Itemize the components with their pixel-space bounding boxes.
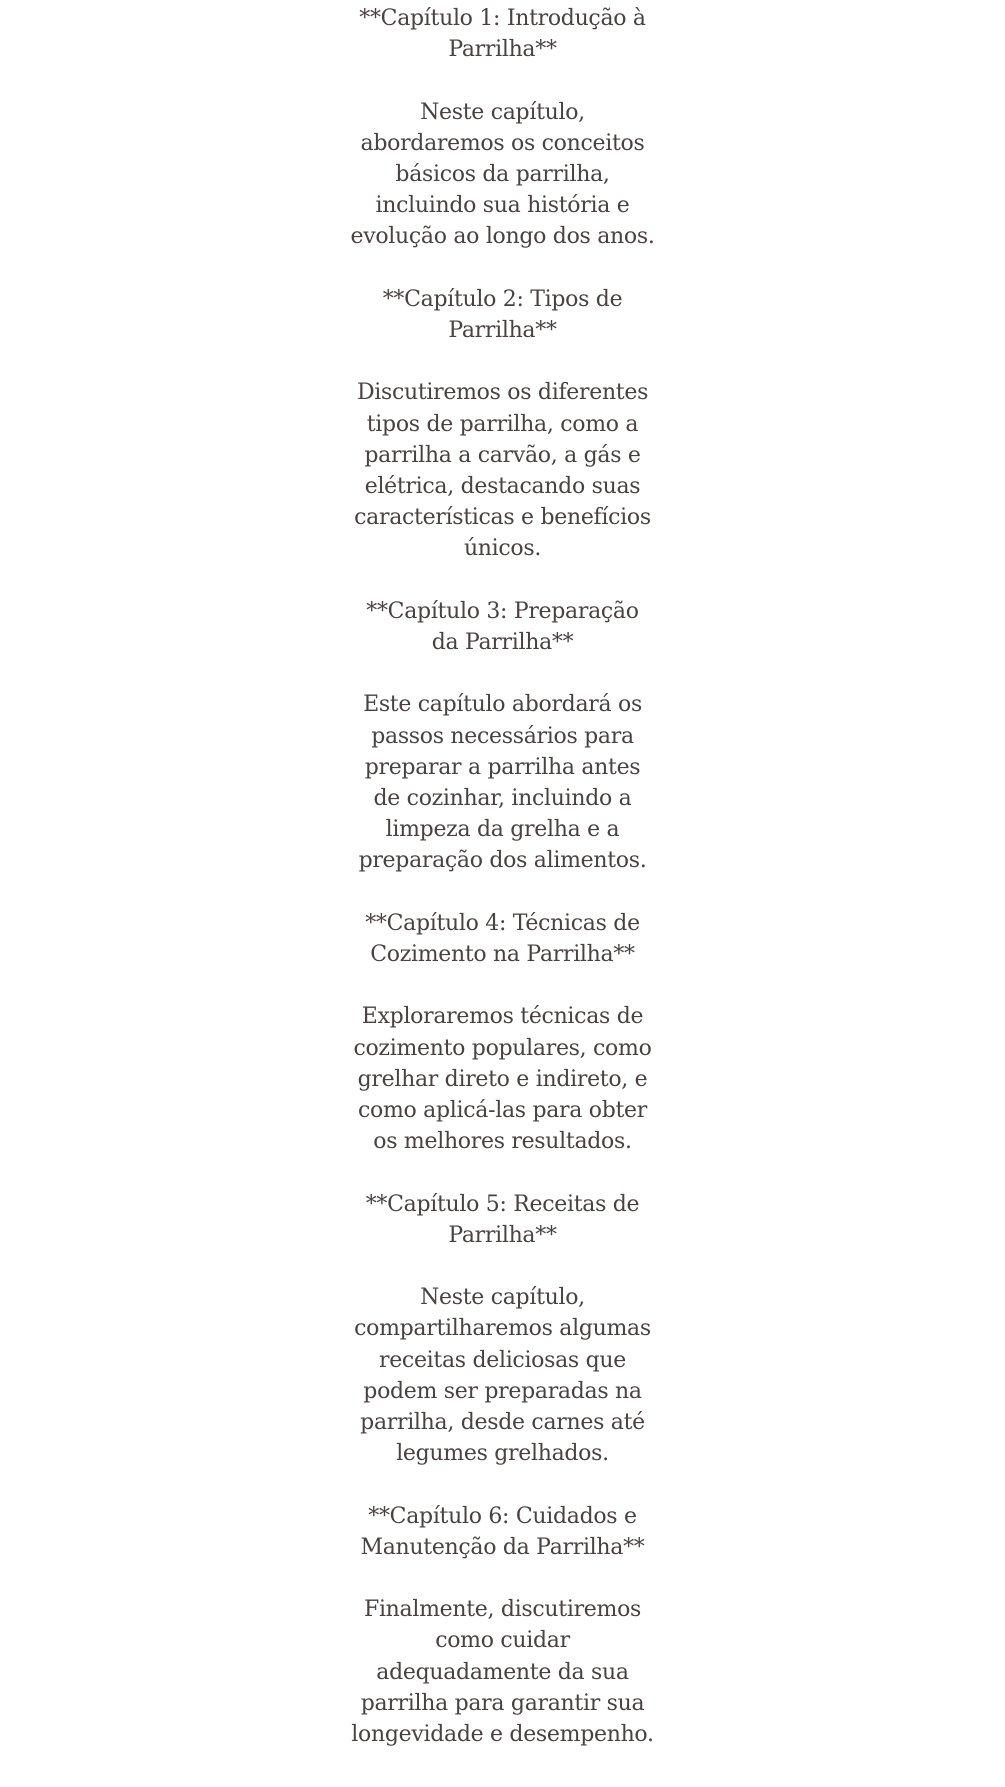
chapter-heading: **Capítulo 3: Preparação da Parrilha**: [366, 598, 639, 655]
chapter-description: Neste capítulo, compartilharemos algumas receitas deliciosas que podem ser preparadas na parrilha, desde carnes até legumes grelhados.: [354, 1285, 651, 1467]
chapter-heading: **Capítulo 4: Técnicas de Cozimento na Parrilha**: [365, 910, 640, 967]
chapter-heading: **Capítulo 5: Receitas de Parrilha**: [365, 1191, 640, 1248]
chapter-description: Este capítulo abordará os passos necessários para preparar a parrilha antes de cozinhar, incluindo a limpeza da grelha e a preparação dos alimentos.: [358, 692, 647, 874]
chapter-description: Discutiremos os diferentes tipos de parrilha, como a parrilha a carvão, a gás e elétrica, destacando suas características e benefícios únicos.: [354, 380, 651, 562]
chapter-heading: **Capítulo 2: Tipos de Parrilha**: [382, 286, 623, 343]
chapter-heading: **Capítulo 6: Cuidados e Manutenção da Parrilha**: [360, 1503, 645, 1560]
chapter-list: [350, 3, 655, 1781]
chapter-description: Exploraremos técnicas de cozimento populares, como grelhar direto e indireto, e como aplicá-las para obter os melhores resultados.: [353, 1004, 652, 1155]
chapter-heading: **Capítulo 1: Introdução à Parrilha**: [359, 6, 646, 63]
chapter-description: Finalmente, discutiremos como cuidar adequadamente da sua parrilha para garantir sua longevidade e desempenho.: [351, 1597, 654, 1747]
chapter-description: Neste capítulo, abordaremos os conceitos básicos da parrilha, incluindo sua história e evolução ao longo dos anos.: [350, 99, 655, 250]
